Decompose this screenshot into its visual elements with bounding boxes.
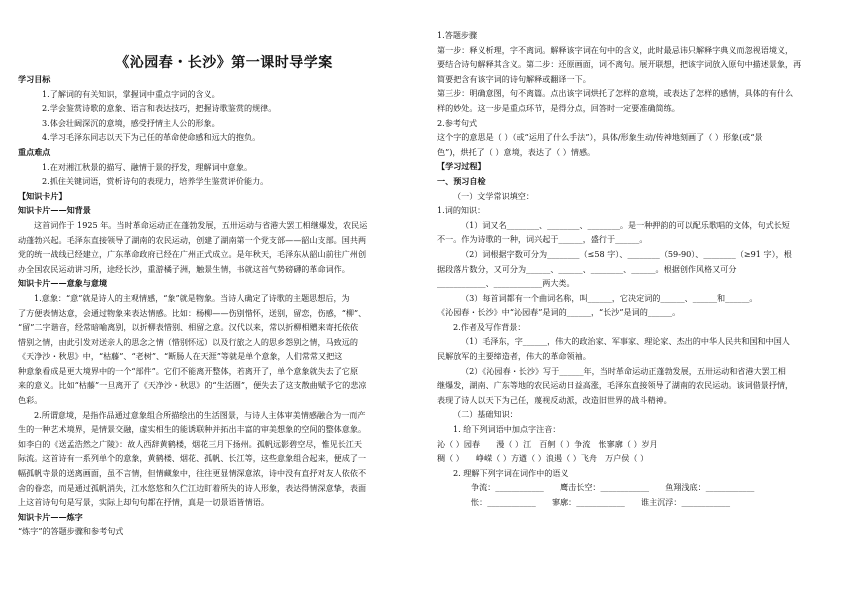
text-line: 如李白的《送孟浩然之广陵》：故人西辞黄鹤楼，烟花三月下扬州。孤帆远影碧空尽，惟见长江天 [18, 438, 362, 449]
text-line: （1）毛泽东，字______，伟大的政治家、军事家、理论家、杰出的中华人民共和国和中国人 [461, 336, 790, 347]
text-line: “留”二字谐音，经常暗喻离别，以折柳表惜别、相留之意。汉代以来，常以折柳相赠来寄托依依 [18, 322, 359, 333]
text-line: 1.意象：“意”就是诗人的主观情感，“象”就是物象。当诗人确定了诗歌的主题思想后，为 [34, 292, 350, 303]
text-line: 稠（ ） 峥嵘（ ）方遒（ ）浪遏（ ）飞舟 万户侯（ ） [437, 453, 649, 464]
text-line: （2）《沁园春・长沙》写于______年，当时革命运动正蓬勃发展，五卅运动和省港大罢工相 [461, 365, 786, 376]
worksheet-title: 《沁园春・长沙》第一课时导学案 [115, 55, 333, 71]
text-line: 第一步：释义析理，字不离词。解释该字词在句中的含义，此时最忌讳只解释字典义而忽视语境义， [437, 44, 794, 55]
text-line: 沁（ ）园春 漫（ ）江 百舸（ ）争流 怅寥廓（ ）岁月 [437, 438, 658, 449]
text-line: 来的意义。比如“枯藤”一旦离开了《天净沙・秋思》的“生活圈”，便失去了这支散曲赋予它的悲凉 [18, 380, 367, 391]
text-line: 3.体会壮阔深沉的意境，感受抒情主人公的形象。 [42, 117, 220, 128]
text-line: 际流。这首诗有一系列单个的意象，黄鹤楼、烟花、孤帆、长江等，这些意象组合起来，便成了一 [18, 453, 367, 464]
text-line: 争流：____________ 鹰击长空：____________ 鱼翔浅底：____________ [471, 482, 755, 493]
text-line: 简要把含有该字词的诗句解释或翻译一下。 [437, 73, 591, 84]
text-line: 种意象看成是更大境界中的一个“部件”。它们不能离开整体，若离开了，单个意象就失去了它原 [18, 365, 359, 376]
section-heading: 学习目标 [18, 74, 51, 84]
text-line: 民解放军的主要缔造者，伟大的革命领袖。 [437, 351, 591, 362]
section-heading: 一、预习自检 [437, 175, 486, 186]
text-line: 2.抓住关键词语，赏析诗句的表现力，培养学生鉴赏评价能力。 [42, 176, 269, 187]
text-line: 第三步：明确意图，句不离篇。点出该字词烘托了怎样的意境，或表达了怎样的感情，具体的有什么 [437, 88, 794, 99]
text-line: 1. 给下列词语中加点字注音： [453, 424, 561, 435]
text-line: 色彩。 [18, 395, 43, 406]
text-line: 表现了诗人以天下为己任，蔑视反动派，改造旧世界的战斗精神。 [437, 394, 672, 405]
section-heading: 【知识卡片】 [18, 190, 67, 201]
text-line: 这个字的意思是（ ）（或“运用了什么手法”），具体/形象生动/传神地刻画了（ ）形象(或“景 [437, 132, 763, 143]
text-line: 4.学习毛泽东同志以天下为己任的革命使命感和远大的抱负。 [42, 132, 261, 143]
text-line: 要结合诗句解释其含义。第二步：还原画面，词不离句。展开联想，把该字词放入原句中描述景象，再 [437, 59, 802, 70]
text-line: （一）文学常识填空： [453, 190, 534, 201]
text-line: 生的一种艺术境界，是情景交融，虚实相生的能诱联种并拓出丰富的审美想象的空间的整体意象。 [18, 424, 367, 435]
section-heading: 知识卡片——炼字 [18, 511, 83, 522]
text-line: 党的统一战线已经建立，广东革命政府已经在广州正式成立。是年秋天，毛泽东从韶山前往广州创 [18, 249, 367, 260]
section-heading: 【学习过程】 [437, 161, 486, 172]
text-line: 惜别之情，由此引发对送亲人的思念之情（惜别怀远）以及行旅之人的思乡怨别之情，马致远的 [18, 336, 358, 347]
text-line: 1.在对湘江秋景的描写、融情于景的抒发，理解词中意象。 [42, 161, 253, 172]
text-line: 1.词的知识： [437, 205, 486, 216]
text-line: 上这首诗句句是写景，实际上却句句都在抒情，真是一切景语皆情语。 [18, 497, 269, 508]
text-line: 动蓬勃兴起。毛泽东直接领导了湖南的农民运动，创建了湖南第一个党支部——韶山支部。国共两 [18, 234, 367, 245]
section-heading: 知识卡片——知背景 [18, 205, 91, 216]
text-line: 了方便表情达意，会通过物象来表达情感。比如：杨柳——伤别惜怀，送别，留恋，伤感，“柳”、 [18, 307, 367, 318]
text-line: 2.学会鉴赏诗歌的意象、语言和表达技巧，把握诗歌鉴赏的规律。 [42, 103, 277, 114]
section-heading: 知识卡片——意象与意境 [18, 278, 108, 289]
text-line: 色”)，烘托了（ ）意境，表达了（ ）情感。 [437, 146, 596, 157]
text-line: 幅孤帆寺景的送离画面，虽不言情，但情藏象中，往往更显情深意浓，诗中没有直抒对友人依依不 [18, 468, 367, 479]
text-line: 办全国农民运动讲习所，途经长沙，重游橘子洲，触景生情，书就这首气势磅礴的革命词作。 [18, 263, 350, 274]
text-line: 这首词作于 1925 年。当时革命运动正在蓬勃发展，五卅运动与省港大罢工相继爆发，农民运 [34, 219, 368, 230]
text-line: 《沁园春・长沙》中“沁园春”是词的______，“长沙”是词的______。 [437, 307, 681, 318]
text-line: ____________、____________两大类。 [437, 278, 575, 289]
text-line: 1.答题步骤 [437, 30, 478, 40]
text-line: 怅：____________ 寥廓：____________ 谁主沉浮：____________ [471, 497, 731, 507]
text-line: 2. 理解下列字词在词作中的语义 [453, 467, 569, 478]
text-line: （1）词又名________、________、________。是一种押韵的可以配乐歌唱的文体，句式长短 [461, 219, 790, 230]
text-line: （3）每首词都有一个曲词名称，叫______，它决定词的______、______和______。 [461, 292, 758, 303]
text-line: 2.作者及写作背景： [453, 321, 526, 332]
text-line: 1.了解词的有关知识，掌握词中重点字词的含义。 [42, 88, 220, 99]
text-line: 舍的眷恋，而是通过孤帆消失，江水悠悠和久伫江边盯着所失的诗人形象，表达得情深意挚，表面 [18, 482, 367, 493]
text-line: 继爆发，湖南、广东等地的农民运动日益高涨，毛泽东直接领导了湖南的农民运动。该词借景抒情， [437, 380, 794, 391]
text-line: 2.所谓意境，是指作品通过意象组合所描绘出的生活图景，与诗人主体审美情感融合为一而产 [34, 409, 366, 420]
text-line: （二）基础知识： [453, 409, 518, 420]
left-text-block [18, 72, 430, 539]
text-line: 《天净沙・秋思》中，“枯藤”、“老树”、“断肠人在天涯”等就是单个意象，人们常常又把这 [18, 351, 343, 362]
section-heading: 重点难点 [18, 146, 51, 157]
text-line: 2.参考句式 [437, 117, 478, 128]
text-line: 样的妙处。这一步是重点环节，是得分点，回答时一定要准确简练。 [437, 102, 680, 113]
text-line: （2）词根据字数可分为________（≤58 字）、________（59-90）、________（≥91 字），根 [461, 248, 792, 259]
text-line: “炼字”的答题步骤和参考句式 [18, 526, 124, 537]
text-line: 据段落片数分，又可分为______、______、________、______。根据创作风格又可分 [437, 263, 737, 274]
right-text-block [437, 28, 847, 510]
text-line: 不一。作为诗歌的一种，词兴起于______，盛行于______。 [437, 234, 648, 245]
